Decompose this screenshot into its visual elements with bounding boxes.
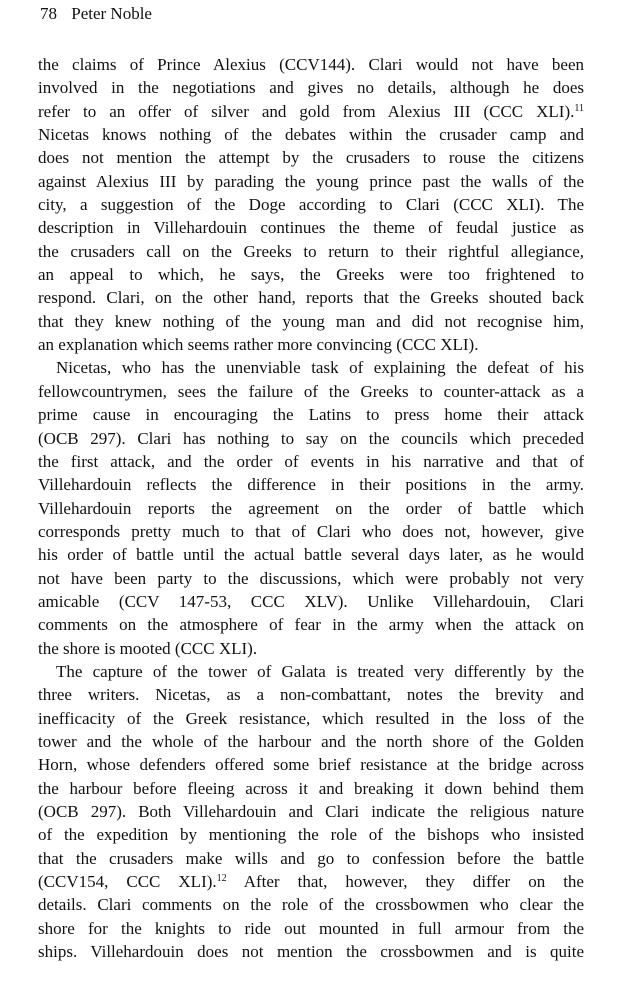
running-head-author: Peter Noble bbox=[71, 4, 152, 23]
text-line bbox=[38, 100, 584, 123]
text-line: involved in the negotiations and gives no details, although he does bbox=[38, 78, 584, 98]
text-line: (OCB 297). Clari has nothing to say on the councils which preceded bbox=[38, 428, 584, 448]
text-line: details. Clari comments on the role of the crossbowmen who clear the bbox=[38, 895, 584, 915]
text-line: corresponds pretty much to that of Clari who does not, however, give bbox=[38, 521, 584, 541]
text-line-content: refer to an offer of silver and gold from Alexius III (CCC XLI). bbox=[38, 101, 575, 121]
text-line: inefficacity of the Greek resistance, which resulted in the loss of the bbox=[38, 708, 584, 728]
footnote-marker: 12 bbox=[216, 873, 227, 885]
text-line-content: After that, however, they differ on the bbox=[226, 872, 584, 892]
text-line: that the crusaders make wills and go to confession before the battle bbox=[38, 848, 584, 868]
text-line: city, a suggestion of the Doge according to Clari (CCC XLI). The bbox=[38, 195, 584, 215]
text-line: Nicetas knows nothing of the debates within the crusader camp and bbox=[38, 125, 584, 145]
text-line: not have been party to the discussions, which were probably not very bbox=[38, 568, 584, 588]
text-line: prime cause in encouraging the Latins to press home their attack bbox=[38, 405, 584, 425]
text-line: Nicetas, who has the unenviable task of explaining the defeat of his bbox=[56, 358, 584, 378]
text-line: the crusaders call on the Greeks to return to their rightful allegiance, bbox=[38, 241, 584, 261]
text-line: description in Villehardouin continues the theme of feudal justice as bbox=[38, 218, 584, 238]
text-line: the claims of Prince Alexius (CCV144). Clari would not have been bbox=[38, 55, 584, 74]
body-text bbox=[38, 53, 584, 963]
paragraph-2 bbox=[38, 356, 584, 659]
text-line: the shore is mooted (CCC XLI). bbox=[38, 638, 258, 658]
text-line: his order of battle until the actual battle several days later, as he would bbox=[38, 545, 584, 565]
footnote-marker: 11 bbox=[574, 102, 584, 114]
text-line: does not mention the attempt by the crusaders to rouse the citizens bbox=[38, 148, 584, 168]
text-line: an explanation which seems rather more convincing (CCC XLI). bbox=[38, 335, 479, 355]
page-number: 78 bbox=[40, 4, 57, 23]
text-line-content: (CCV154, CCC XLI). bbox=[38, 872, 217, 892]
text-line: tower and the whole of the harbour and the north shore of the Golden bbox=[38, 731, 584, 751]
text-line: ships. Villehardouin does not mention the crossbowmen and is quite bbox=[38, 942, 584, 962]
text-line: The capture of the tower of Galata is treated very differently by the bbox=[56, 661, 584, 681]
text-line: shore for the knights to ride out mounted in full armour from the bbox=[38, 918, 584, 938]
text-line: the harbour before fleeing across it and breaking it down behind them bbox=[38, 778, 584, 798]
running-head bbox=[40, 4, 152, 24]
paragraph-3 bbox=[38, 660, 584, 963]
text-line: Villehardouin reports the agreement on the order of battle which bbox=[38, 498, 584, 518]
text-line: an appeal to which, he says, the Greeks were too frightened to bbox=[38, 265, 584, 285]
text-line: the first attack, and the order of events in his narrative and that of bbox=[38, 451, 584, 471]
paragraph-1 bbox=[38, 53, 584, 356]
text-line: (OCB 297). Both Villehardouin and Clari indicate the religious nature bbox=[38, 802, 584, 821]
text-line: respond. Clari, on the other hand, reports that the Greeks shouted back bbox=[38, 288, 584, 308]
text-line: fellowcountrymen, sees the failure of the Greeks to counter-attack as a bbox=[38, 381, 584, 401]
text-line: that they knew nothing of the young man and did not recognise him, bbox=[38, 311, 584, 331]
text-line: Villehardouin reflects the difference in their positions in the army. bbox=[38, 475, 584, 495]
text-line: comments on the atmosphere of fear in the army when the attack on bbox=[38, 615, 584, 635]
text-line: of the expedition by mentioning the role of the bishops who insisted bbox=[38, 825, 584, 845]
text-line: three writers. Nicetas, as a non-combattant, notes the brevity and bbox=[38, 685, 584, 705]
text-line: Horn, whose defenders offered some brief resistance at the bridge across bbox=[38, 755, 584, 775]
text-line: amicable (CCV 147-53, CCC XLV). Unlike Villehardouin, Clari bbox=[38, 591, 584, 611]
text-line: against Alexius III by parading the young prince past the walls of the bbox=[38, 171, 584, 191]
text-line bbox=[38, 870, 584, 893]
